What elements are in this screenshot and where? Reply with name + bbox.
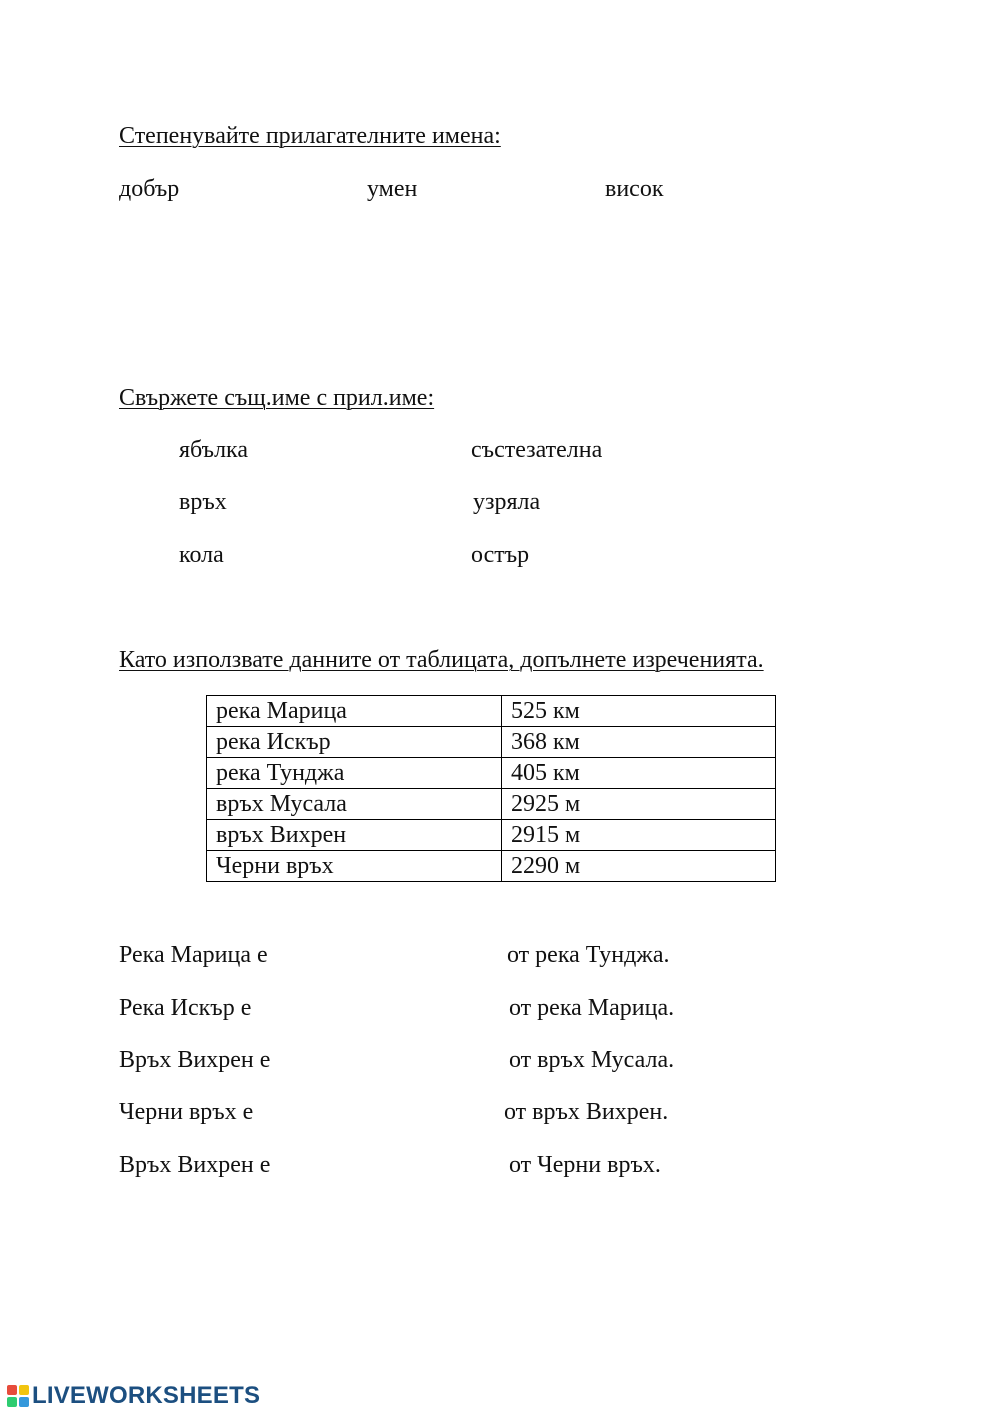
- match-noun: връх: [179, 489, 227, 515]
- table-cell-name: връх Вихрен: [207, 820, 502, 851]
- table-cell-value: 2925 м: [502, 789, 776, 820]
- table-row: [207, 820, 776, 851]
- liveworksheets-logo: [7, 1382, 260, 1410]
- sentence-start: Връх Вихрен е: [119, 1152, 271, 1178]
- sentence-start: Река Марица е: [119, 942, 268, 968]
- table-cell-name: връх Мусала: [207, 789, 502, 820]
- table-cell-name: река Марица: [207, 696, 502, 727]
- liveworksheets-logo-text: LIVEWORKSHEETS: [32, 1382, 261, 1409]
- table-cell-value: 2915 м: [502, 820, 776, 851]
- match-adjective: остър: [471, 542, 530, 568]
- sentence-start: Черни връх е: [119, 1099, 254, 1125]
- match-noun: ябълка: [179, 437, 248, 463]
- table-row: [207, 851, 776, 882]
- table-row: [207, 789, 776, 820]
- adjective-word: добър: [119, 176, 180, 202]
- section3-heading: Като използвате данните от таблицата, допълнете изреченията.: [119, 647, 764, 673]
- section2-heading: Свържете същ.име с прил.име:: [119, 385, 435, 411]
- data-table: [206, 695, 776, 882]
- table-cell-name: река Тунджа: [207, 758, 502, 789]
- sentence-end: от Черни връх.: [509, 1152, 661, 1178]
- table-cell-value: 368 км: [502, 727, 776, 758]
- liveworksheets-logo-icon: [7, 1385, 29, 1407]
- sentence-end: от река Марица.: [509, 995, 675, 1021]
- table-cell-name: Черни връх: [207, 851, 502, 882]
- sentence-end: от река Тунджа.: [507, 942, 670, 968]
- sentence-end: от връх Мусала.: [509, 1047, 675, 1073]
- sentence-start: Река Искър е: [119, 995, 252, 1021]
- adjective-word: висок: [605, 176, 664, 202]
- match-noun: кола: [179, 542, 224, 568]
- table-row: [207, 758, 776, 789]
- match-adjective: узряла: [473, 489, 541, 515]
- table-cell-value: 405 км: [502, 758, 776, 789]
- match-adjective: състезателна: [471, 437, 603, 463]
- table-row: [207, 696, 776, 727]
- sentence-end: от връх Вихрен.: [504, 1099, 669, 1125]
- table-cell-value: 525 км: [502, 696, 776, 727]
- adjective-word: умен: [367, 176, 418, 202]
- table-cell-value: 2290 м: [502, 851, 776, 882]
- table-row: [207, 727, 776, 758]
- sentence-start: Връх Вихрен е: [119, 1047, 271, 1073]
- section1-heading: Степенувайте прилагателните имена:: [119, 123, 501, 149]
- table-cell-name: река Искър: [207, 727, 502, 758]
